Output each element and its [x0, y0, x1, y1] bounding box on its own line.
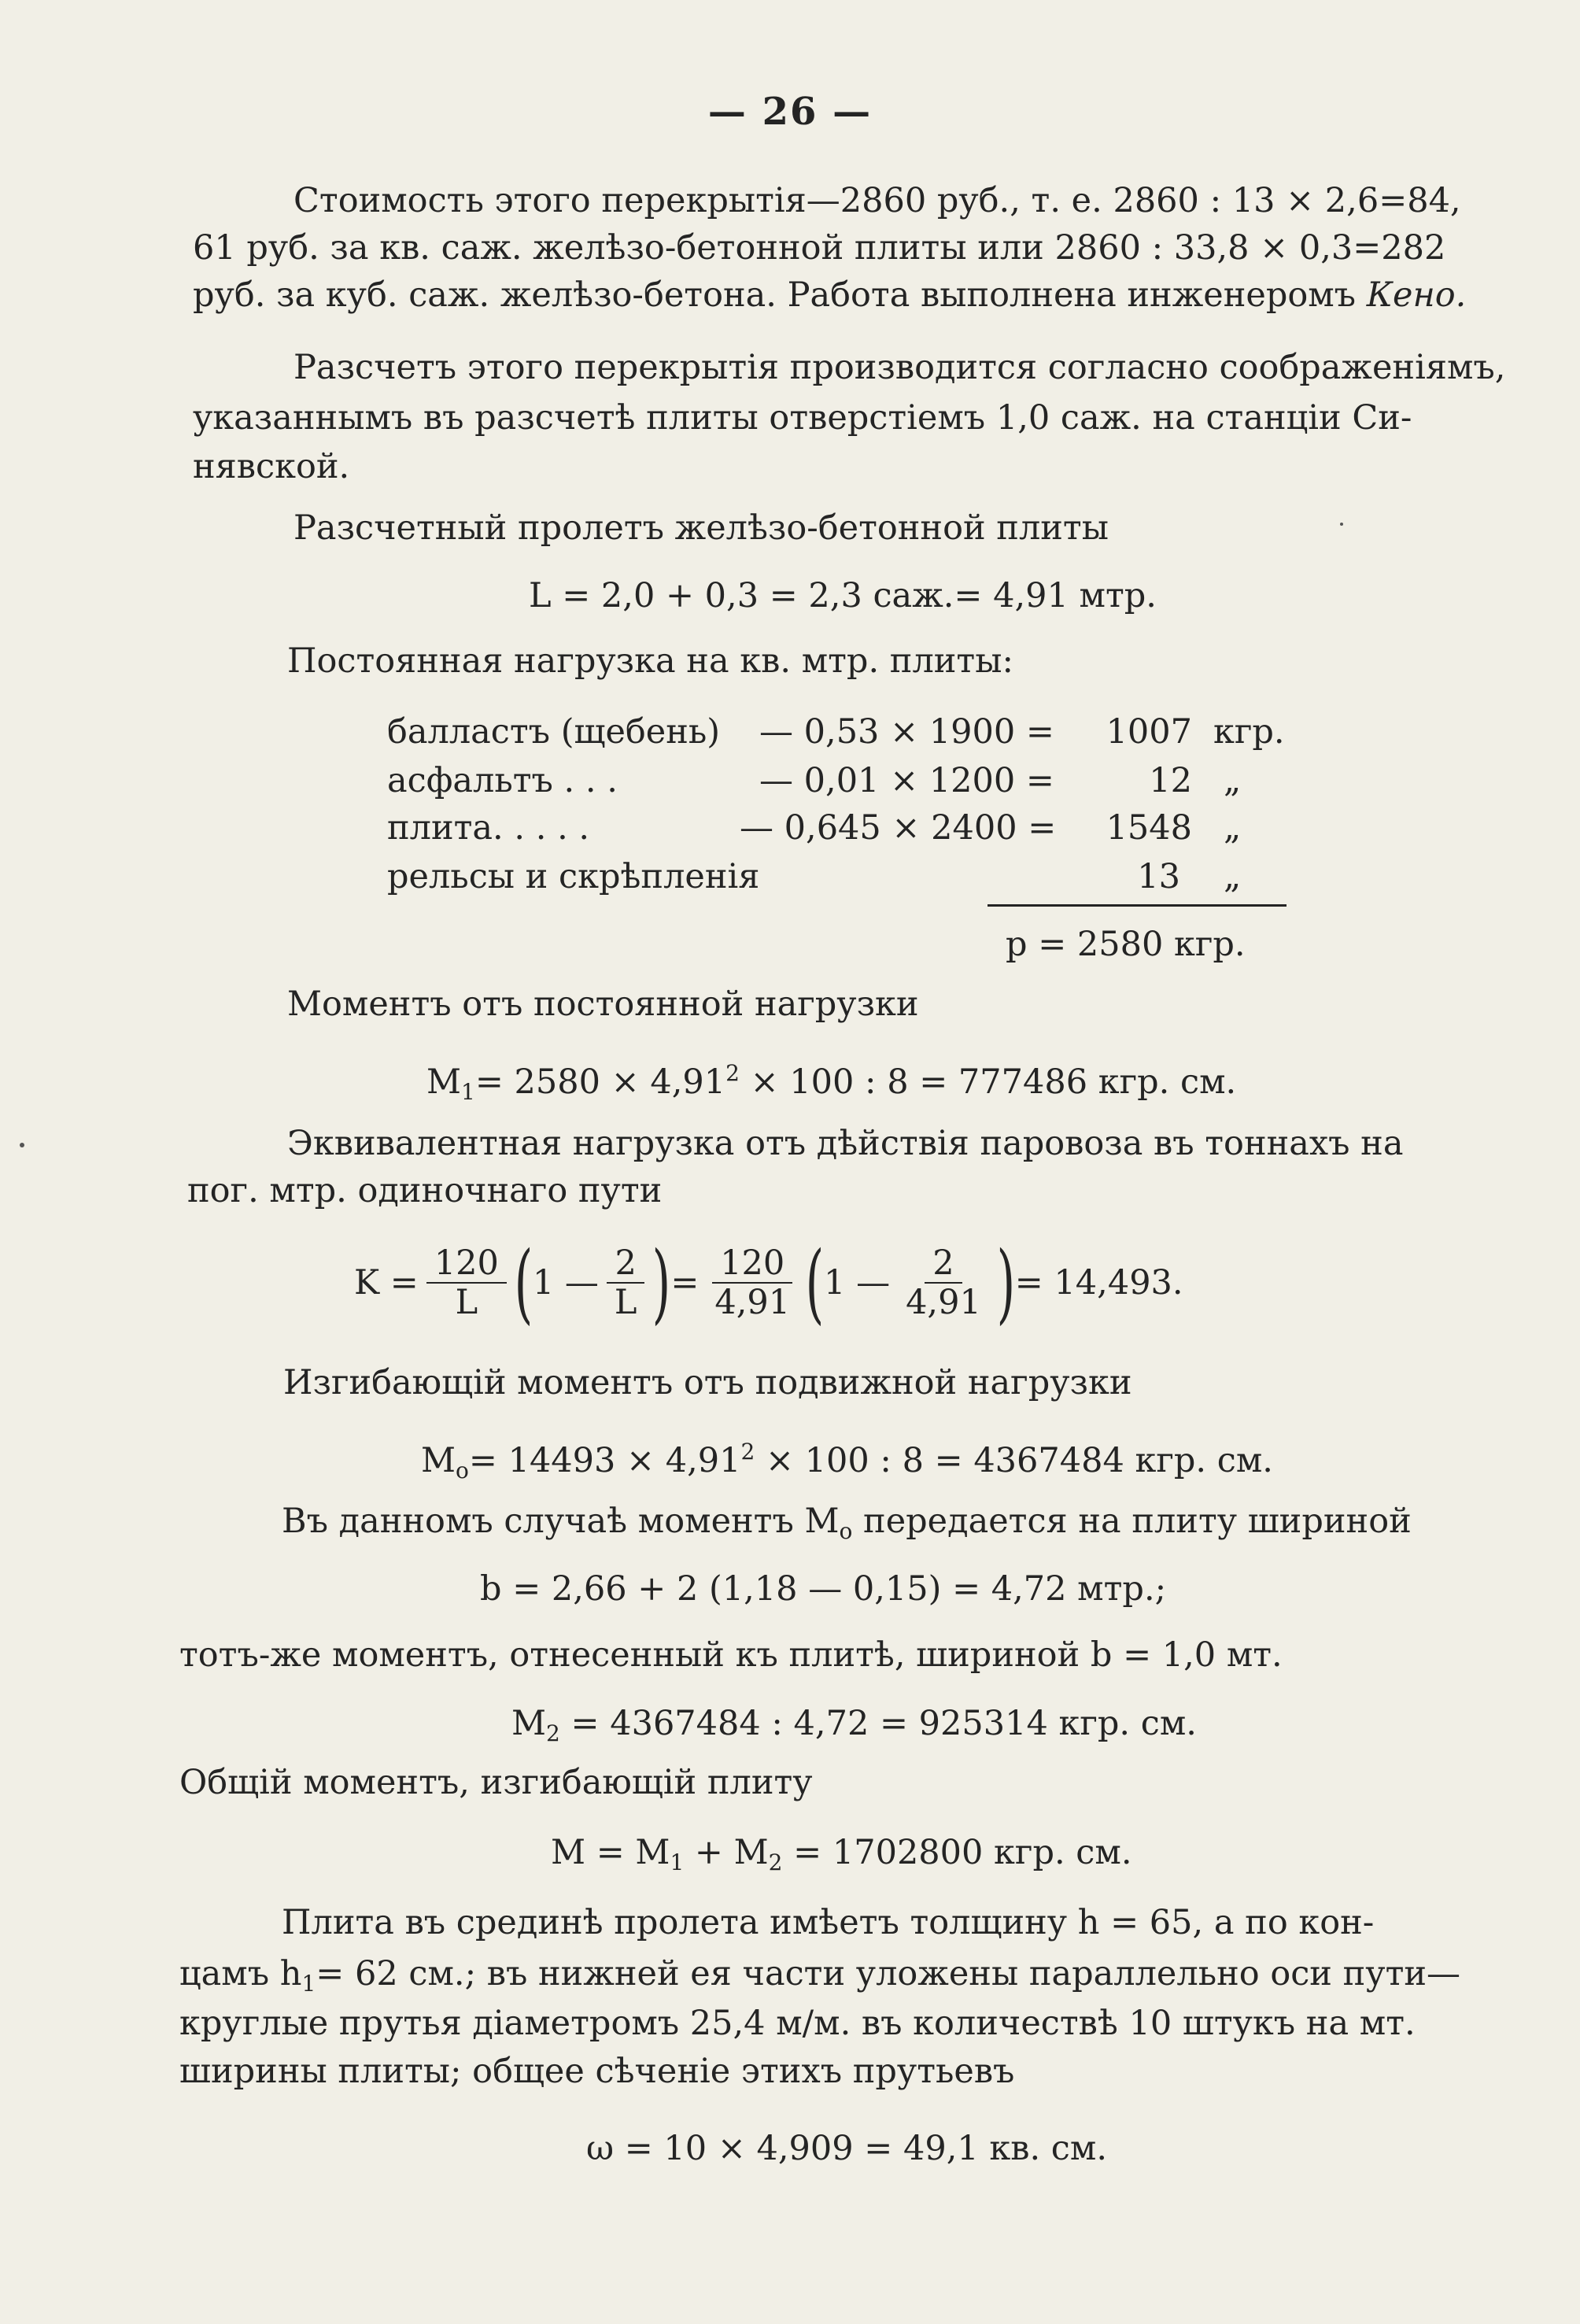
paragraph-calc-line-2: указаннымъ въ разсчетѣ плиты отверстіемъ 1,0 саж. на станціи Си- — [193, 398, 1412, 438]
load-row-calc: — 0,645 × 2400 = — [740, 808, 1057, 848]
paragraph-cost-line-1: Стоимость этого перекрытія—2860 руб., т. е. 2860 : 13 × 2,6=84, — [293, 181, 1461, 220]
equation-omega: ω = 10 × 4,909 = 49,1 кв. см. — [586, 2129, 1108, 2168]
eq-part: 1 — — [532, 1263, 599, 1302]
paragraph-cost-line-2: 61 руб. за кв. саж. желѣзо-бетонной плиты или 2860 : 33,8 × 0,3=282 — [193, 228, 1446, 268]
paragraph-permanent-moment: Моментъ отъ постоянной нагрузки — [287, 985, 919, 1024]
eq-subscript: 2 — [768, 1849, 783, 1875]
load-row-value: 12 — [1149, 761, 1192, 800]
numerator: 2 — [925, 1244, 962, 1284]
eq-superscript: 2 — [740, 1439, 755, 1465]
load-row-unit: „ — [1224, 761, 1242, 800]
denominator: L — [455, 1283, 478, 1322]
equation-M2 — [511, 1700, 1197, 1757]
fraction — [426, 1244, 507, 1321]
eq-subscript: 1 — [670, 1849, 685, 1875]
paragraph-distribution — [282, 1498, 1412, 1555]
eq-part: M = M — [551, 1833, 670, 1872]
load-row-name: асфальтъ . . . — [387, 761, 618, 800]
denominator: 4,91 — [714, 1283, 791, 1322]
equation-span-L: L = 2,0 + 0,3 = 2,3 саж.= 4,91 мтр. — [529, 576, 1157, 615]
eq-result: = 14,493. — [1014, 1263, 1183, 1302]
paragraph-equivalent-line-1: Эквивалентная нагрузка отъ дѣйствія паровоза въ тоннахъ на — [287, 1124, 1404, 1163]
text-part: передается на плиту шириной — [852, 1502, 1412, 1541]
eq-subscript: o — [456, 1458, 469, 1483]
eq-part: = 14493 × 4,91 — [468, 1441, 741, 1480]
eq-part: = 2580 × 4,91 — [474, 1062, 726, 1102]
paragraph-live-moment: Изгибающій моментъ отъ подвижной нагрузки — [283, 1363, 1132, 1402]
text-part: цамъ h — [179, 1954, 302, 1993]
numerator: 2 — [607, 1244, 644, 1284]
eq-part: = 1702800 кгр. см. — [782, 1833, 1132, 1872]
load-row-name: плита. . . . . — [387, 808, 590, 848]
equation-Mo — [421, 1428, 1273, 1495]
eq-symbol: M — [511, 1704, 547, 1743]
eq-subscript: o — [839, 1518, 853, 1544]
page-number: — 26 — — [707, 90, 873, 134]
numerator: 120 — [712, 1244, 792, 1284]
fraction — [707, 1244, 798, 1321]
specks — [20, 1143, 24, 1147]
load-row-unit: кгр. — [1213, 712, 1285, 752]
load-row-unit: „ — [1224, 857, 1242, 896]
load-row-calc: — 0,53 × 1900 = — [759, 712, 1054, 752]
sum-rule — [988, 904, 1287, 907]
paragraph-calc-line-1: Разсчетъ этого перекрытія производится согласно соображеніямъ, — [293, 348, 1506, 387]
eq-superscript: 2 — [725, 1060, 740, 1086]
eq-part: + M — [684, 1833, 769, 1872]
eq-part: × 100 : 8 = 4367484 кгр. см. — [755, 1441, 1273, 1480]
paragraph-cost-line-3 — [193, 272, 1466, 319]
equation-M — [551, 1829, 1132, 1886]
paragraph-cost-line-3-text: руб. за куб. саж. желѣзо-бетона. Работа выполнена инженеромъ — [193, 275, 1367, 315]
eq-part: = — [670, 1263, 700, 1302]
eq-part: = 4367484 : 4,72 = 925314 кгр. см. — [559, 1704, 1197, 1743]
paragraph-equivalent-line-2: пог. мтр. одиночнаго пути — [187, 1171, 663, 1210]
eq-part: 1 — — [824, 1263, 891, 1302]
fraction — [607, 1244, 645, 1321]
paragraph-total-moment: Общій моментъ, изгибающій плиту — [179, 1763, 813, 1802]
eq-subscript: 2 — [546, 1720, 560, 1746]
paragraph-calc-line-3: нявской. — [193, 447, 350, 486]
load-row-value: 1548 — [1106, 808, 1192, 848]
denominator: 4,91 — [906, 1283, 981, 1322]
equation-b: b = 2,66 + 2 (1,18 — 0,15) = 4,72 мтр.; — [480, 1569, 1167, 1609]
load-total: p = 2580 кгр. — [1006, 925, 1246, 964]
eq-symbol: M — [426, 1062, 462, 1102]
load-row-unit: „ — [1224, 808, 1242, 848]
paragraph-span: Разсчетный пролетъ желѣзо-бетонной плиты — [293, 508, 1109, 548]
paragraph-permanent-load: Постоянная нагрузка на кв. мтр. плиты: — [287, 641, 1013, 681]
denominator: L — [614, 1283, 637, 1322]
right-paren: ) — [996, 1232, 1016, 1333]
text-part: = 62 см.; въ нижней ея части уложены параллельно оси пути— — [316, 1954, 1461, 1993]
numerator: 120 — [426, 1244, 507, 1284]
left-paren: ( — [514, 1232, 533, 1333]
eq-symbol: M — [421, 1441, 456, 1480]
eq-lhs: K = — [354, 1263, 419, 1302]
eq-part: × 100 : 8 = 777486 кгр. см. — [739, 1062, 1237, 1102]
equation-K — [354, 1232, 1183, 1333]
paragraph-same-moment: тотъ-же моментъ, отнесенный къ плитѣ, шириной b = 1,0 мт. — [179, 1635, 1283, 1675]
left-paren: ( — [805, 1232, 825, 1333]
fraction — [898, 1244, 989, 1321]
paragraph-slab-line-1: Плита въ срединѣ пролета имѣетъ толщину h = 65, а по кон- — [282, 1903, 1375, 1942]
engineer-name: Кено. — [1366, 275, 1467, 315]
equation-M1 — [426, 1050, 1236, 1116]
paragraph-slab-line-3: круглые прутья діаметромъ 25,4 м/м. въ количествѣ 10 штукъ на мт. — [179, 2004, 1416, 2043]
text-part: Въ данномъ случаѣ моментъ M — [282, 1502, 840, 1541]
load-row-name: балластъ (щебень) — [387, 712, 721, 752]
eq-subscript: 1 — [301, 1971, 316, 1997]
load-row-value: 1007 — [1106, 712, 1192, 752]
load-row-name: рельсы и скрѣпленія — [387, 857, 760, 896]
load-row-calc: — 0,01 × 1200 = — [759, 761, 1054, 800]
load-row-value: 13 — [1137, 857, 1180, 896]
eq-subscript: 1 — [461, 1079, 475, 1105]
right-paren: ) — [652, 1232, 671, 1333]
specks — [1340, 523, 1343, 526]
paragraph-slab-line-4: ширины плиты; общее сѣченіе этихъ прутьевъ — [179, 2052, 1015, 2091]
